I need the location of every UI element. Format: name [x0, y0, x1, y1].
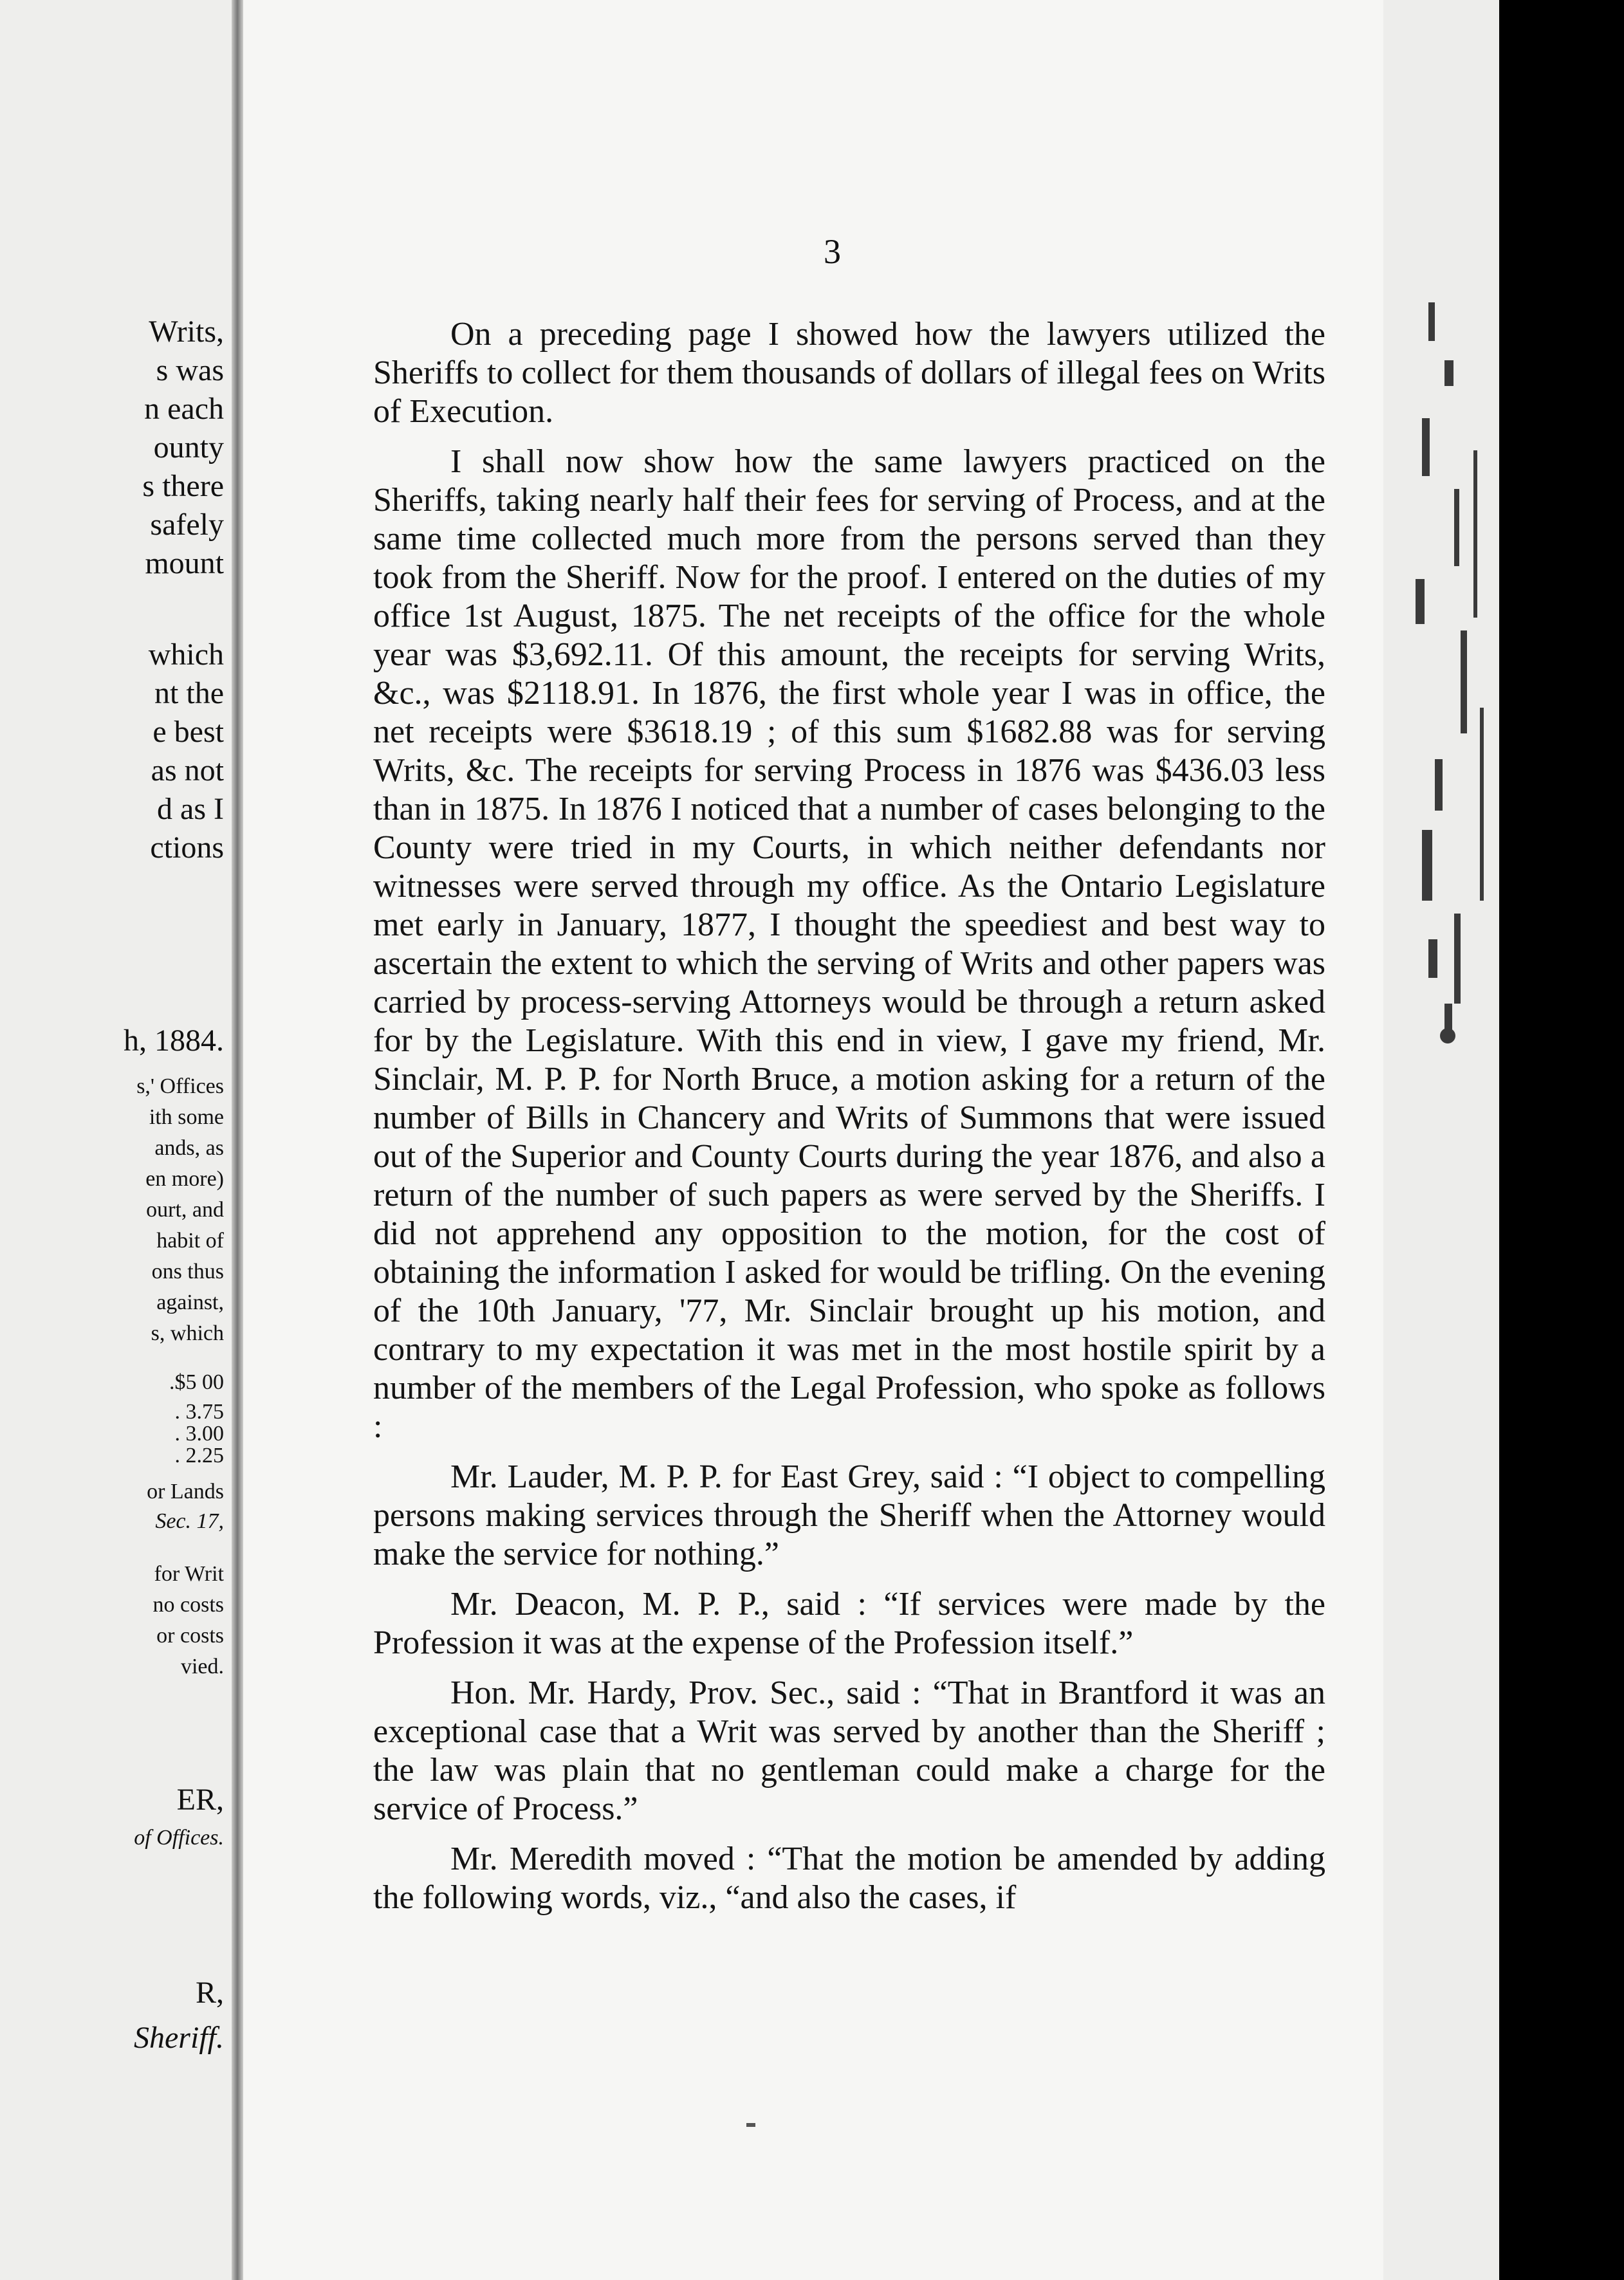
fragment: Sheriff. — [134, 2021, 224, 2055]
fragment: .$5 00 — [169, 1370, 224, 1394]
fragment: en more) — [145, 1167, 224, 1191]
paragraph: Mr. Meredith moved : “That the motion be amended by adding the following words, viz., “and also the cases, if — [373, 1841, 1325, 1916]
fragment: s,' Offices — [136, 1074, 224, 1098]
fragment: d as I — [157, 792, 224, 826]
fragment: mount — [145, 546, 224, 580]
fragment: ounty — [153, 430, 224, 464]
paragraph: Mr. Lauder, M. P. P. for East Grey, said : “I object to compelling persons making services through the Sheriff when the Attorney would make the service for nothing.” — [373, 1458, 1325, 1572]
fragment: n each — [144, 392, 224, 426]
fragment: for Writ — [154, 1562, 224, 1586]
bleed-through-marks — [1383, 0, 1499, 2280]
right-page-edge-bleed — [1383, 0, 1499, 2280]
fragment: as not — [151, 753, 224, 787]
fragment: safely — [150, 508, 224, 542]
fragment: s, which — [151, 1321, 224, 1345]
paragraph: Hon. Mr. Hardy, Prov. Sec., said : “That in Brantford it was an exceptional case that a Writ was served by another than the Sheriff ; the law was plain that no gentleman could make a charge for the service of Process.” — [373, 1675, 1325, 1827]
paragraph: I shall now show how the same lawyers practiced on the Sheriffs, taking nearly half their fees for serving of Process, and at the same time collected much more from the persons served than they took from the Sheriff. Now for the proof. I entered on the duties of my office 1st August, 1875. The net receipts of the office for the whole year was $3,692.11. Of this amount, the receipts for serving Writs, &c., was $2118.91. In 1876, the first whole year I was in office, the net receipts were $3618.19 ; of this sum $1682.88 was for serving Writs, &c. The receipts for serving Process in 1876 was $436.03 less than in 1875. In 1876 I noticed that a number of cases belonging to the County were tried in my Courts, in which neither defendants nor witnesses were served through my office. As the Ontario Legislature met early in January, 1877, I thought the speediest and best way to ascertain the extent to which the serving of Writs and other papers was carried by process-serving Attorneys would be through a return asked for by the Legislature. With this end in view, I gave my friend, Mr. Sinclair, M. P. P. for North Bruce, a motion asking for a return of the number of Bills in Chancery and Writs of Summons that were issued out of the Superior and County Courts during the year 1876, and also a return of the number of such papers as were served by the Sheriffs. I did not apprehend any opposition to the motion, for the cost of obtaining the information I asked for would be trifling. On the evening of the 10th January, '77, Mr. Sinclair brought up his motion, and contrary to my expectation it was met in the most hostile spirit by a number of the members of the Legal Profession, who spoke as follows : — [373, 443, 1325, 1445]
page-number: 3 — [824, 232, 841, 271]
fragment: R, — [195, 1976, 224, 2010]
paragraph: On a preceding page I showed how the lawyers utilized the Sheriffs to collect for them thousands of dollars of illegal fees on Writs of Execution. — [373, 316, 1325, 430]
fragment: Sec. 17, — [155, 1509, 224, 1533]
fragment: . 3.00 — [174, 1422, 224, 1446]
left-page-text-fragments — [5, 0, 224, 2280]
fragment: ourt, and — [146, 1198, 224, 1222]
fragment: h, 1884. — [124, 1024, 224, 1058]
fragment: s was — [156, 353, 224, 387]
fragment: ith some — [149, 1105, 224, 1129]
body-text — [373, 315, 1325, 1929]
fragment: no costs — [152, 1593, 224, 1617]
fragment: ands, as — [154, 1136, 224, 1160]
fragment: Writs, — [149, 315, 224, 349]
fragment: habit of — [156, 1229, 224, 1253]
printer-mark — [746, 2123, 755, 2127]
fragment: e best — [152, 715, 224, 749]
fragment: of Offices. — [134, 1826, 224, 1850]
fragment: or Lands — [147, 1480, 224, 1503]
fragment: vied. — [180, 1655, 224, 1678]
fragment: ctions — [150, 831, 224, 865]
page-gutter — [232, 0, 243, 2280]
fragment: ons thus — [151, 1260, 224, 1283]
fragment: ER, — [176, 1783, 224, 1817]
fragment: which — [148, 638, 224, 672]
left-page-edge — [0, 0, 232, 2280]
fragment: nt the — [154, 676, 224, 710]
fragment: . 3.75 — [174, 1400, 224, 1424]
fragment: s there — [142, 469, 224, 503]
fragment: or costs — [156, 1624, 224, 1648]
paragraph: Mr. Deacon, M. P. P., said : “If services were made by the Profession it was at the expense of the Profession itself.” — [373, 1586, 1325, 1661]
fragment: . 2.25 — [174, 1444, 224, 1467]
fragment: against, — [156, 1291, 224, 1314]
